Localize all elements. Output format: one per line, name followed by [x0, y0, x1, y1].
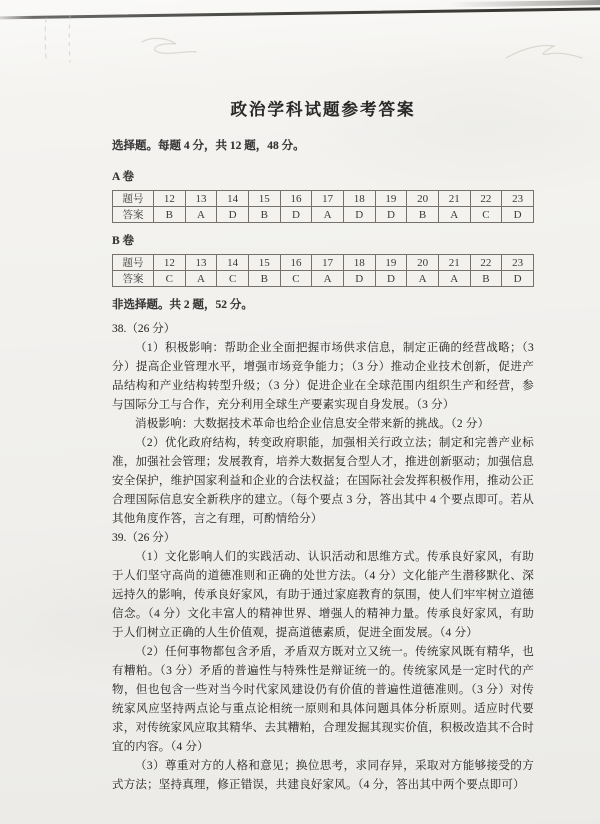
- pencil-mark-top-left: [30, 12, 210, 72]
- paper-a-answer-table: [112, 190, 534, 223]
- question-number-cell: 19: [375, 191, 407, 207]
- pencil-mark-top-right: [500, 36, 590, 66]
- scan-top-right-sliver: [450, 0, 600, 7]
- question-number-cell: 19: [375, 255, 407, 271]
- answer-row-header: 答案: [113, 271, 154, 287]
- answer-cell: B: [248, 271, 280, 287]
- question-39-answer-paragraph: （3）尊重对方的人格和意见；换位思考，求同存异，采取对方能够接受的方式方法；坚持真理，修正错误，共建良好家风。（4 分，答出其中两个要点即可）: [112, 760, 534, 791]
- question-number-cell: 13: [185, 191, 217, 207]
- question-number-cell: 13: [185, 255, 217, 271]
- question-39-answer-paragraph: （2）任何事物都包含矛盾，矛盾双方既对立又统一。传统家风既有精华，也有糟粕。（3 分）矛盾的普遍性与特殊性是辩证统一的。传统家风是一定时代的产物，但也包含一些对当今时代家风建设仍有价值的普遍性道德准则。（3 分）对传统家风应坚持两点论与重点论相统一原则和具体问题具体分析原则。适应时代要求，对传统家风应取其精华、去其糟粕，合理发掘其现实价值，积极改造其不合时宜的内容。（4 分）: [112, 646, 534, 753]
- answer-cell: B: [248, 207, 280, 223]
- paper-b-answer-table: [112, 254, 534, 287]
- question-number-cell: 20: [407, 191, 439, 207]
- answer-cell: C: [280, 271, 312, 287]
- question-38-answer-paragraph: （1）积极影响：帮助企业全面把握市场供求信息，制定正确的经营战略；（3 分）提高企业管理水平，增强市场竞争能力；（3 分）推动企业技术创新，促进产品结构和产业结构转型升级；（3 分）促进企业在全球范围内组织生产和经营，参与国际分工与合作，充分利用全球生产要素实现自身发展。（3 分）: [112, 342, 534, 411]
- question-number-cell: 14: [217, 255, 249, 271]
- document-content: [112, 96, 534, 795]
- paper-a-answer-row: [113, 207, 534, 223]
- answer-cell: D: [280, 207, 312, 223]
- answer-cell: B: [407, 207, 439, 223]
- answer-cell: D: [217, 207, 249, 223]
- answer-cell: A: [407, 271, 439, 287]
- question-number-cell: 18: [343, 191, 375, 207]
- question-number-cell: 17: [312, 255, 344, 271]
- answer-cell: D: [343, 207, 375, 223]
- choice-section-header: 选择题。每题 4 分，共 12 题，48 分。: [112, 140, 305, 152]
- answer-cell: D: [375, 207, 407, 223]
- answer-cell: B: [154, 207, 186, 223]
- question-number-cell: 21: [438, 191, 470, 207]
- question-number-cell: 16: [280, 191, 312, 207]
- number-row-header: 题号: [113, 255, 154, 271]
- page-title: 政治学科试题参考答案: [230, 100, 416, 119]
- answer-cell: A: [312, 207, 344, 223]
- answer-cell: D: [502, 207, 534, 223]
- answer-cell: D: [343, 271, 375, 287]
- answer-cell: D: [375, 271, 407, 287]
- question-number-cell: 23: [502, 255, 534, 271]
- question-number-cell: 20: [407, 255, 439, 271]
- paper-b-answer-row: [113, 271, 534, 287]
- question-38-answer-paragraph: （2）优化政府结构，转变政府职能，加强相关行政立法；制定和完善产业标准，加强社会管理；发展教育，培养大数据复合型人才，推进创新驱动；加强信息安全保护，维护国家利益和企业的合法权益；在国际社会发挥积极作用，推动公正合理国际信息安全新秩序的建立。（每个要点 3 分，答出其中 4 个要点即可。若从其他角度作答，言之有理，可酌情给分）: [112, 437, 534, 525]
- answer-cell: C: [154, 271, 186, 287]
- answer-row-header: 答案: [113, 207, 154, 223]
- answer-cell: D: [502, 271, 534, 287]
- question-39-answer-paragraph: （1）文化影响人们的实践活动、认识活动和思维方式。传承良好家风，有助于人们坚守高尚的道德准则和正确的处世方法。（4 分）文化能产生潜移默化、深远持久的影响，传承良好家风，有助于通过家庭教育的氛围，使人们牢牢树立道德信念。（4 分）文化丰富人的精神世界、增强人的精神力量。传承良好家风，有助于人们树立正确的人生价值观，提高道德素质，促进全面发展。（4 分）: [112, 551, 534, 639]
- answer-cell: A: [438, 271, 470, 287]
- paper-b-number-row: [113, 255, 534, 271]
- answer-cell: A: [185, 207, 217, 223]
- non-choice-section-header: 非选择题。共 2 题，52 分。: [112, 299, 253, 311]
- question-38-answer-paragraph: 消极影响：大数据技术革命也给企业信息安全带来新的挑战。（2 分）: [135, 418, 490, 430]
- question-number-cell: 12: [154, 255, 186, 271]
- question-39-heading: 39.（26 分）: [112, 532, 176, 544]
- answer-cell: A: [185, 271, 217, 287]
- question-number-cell: 15: [248, 255, 280, 271]
- question-number-cell: 22: [470, 255, 502, 271]
- paper-a-number-row: [113, 191, 534, 207]
- question-38-heading: 38.（26 分）: [112, 323, 176, 335]
- answer-cell: C: [217, 271, 249, 287]
- answer-cell: A: [438, 207, 470, 223]
- question-number-cell: 18: [343, 255, 375, 271]
- question-number-cell: 21: [438, 255, 470, 271]
- answer-cell: B: [470, 271, 502, 287]
- paper-a-label: A 卷: [112, 171, 135, 183]
- paper-b-label: B 卷: [112, 235, 135, 247]
- question-number-cell: 16: [280, 255, 312, 271]
- question-number-cell: 17: [312, 191, 344, 207]
- question-number-cell: 23: [502, 191, 534, 207]
- question-number-cell: 15: [248, 191, 280, 207]
- answer-cell: A: [312, 271, 344, 287]
- number-row-header: 题号: [113, 191, 154, 207]
- answer-cell: C: [470, 207, 502, 223]
- question-number-cell: 12: [154, 191, 186, 207]
- question-number-cell: 14: [217, 191, 249, 207]
- question-number-cell: 22: [470, 191, 502, 207]
